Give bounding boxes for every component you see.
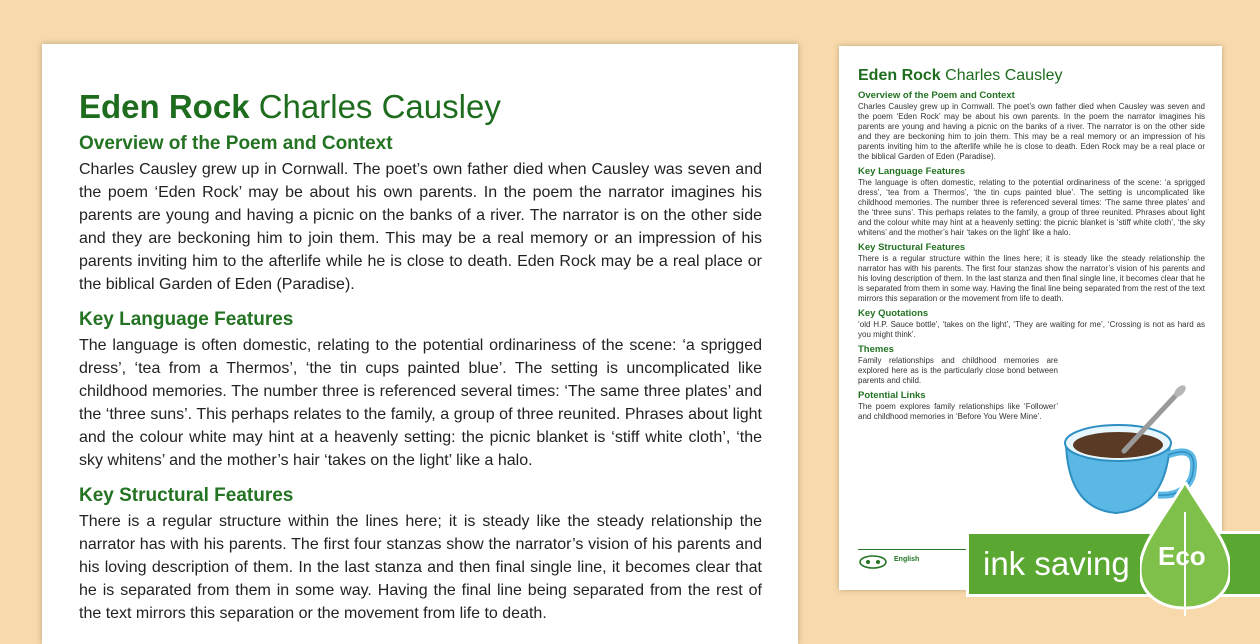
preview-structural-body: There is a regular structure within the lines here; it is steady like the steady relationship the narrator has with his parents. The first four stanzas show the narrator’s vision of his parents and his loving description of them. In the last stanza and then final single line, it becomes clear that he is separated from them in some way. Having the final line being separated from the rest of the text mirrors this separation or the movement from life to death.: [858, 254, 1205, 303]
language-body: The language is often domestic, relating to the potential ordinariness of the scene: ‘a sprigged dress’, ‘tea from a Thermos’, ‘the tin cups painted blue’. The setting is uncomplicated like childhood memories. The number three is referenced several times: ‘The same three plates’ and the ‘three suns’. This perhaps relates to the family, a group of three reunited. Phrases about light and the colour white may hint at a heavenly setting: the picnic blanket is ‘stiff white cloth’, ‘the sky whitens’ and the mother’s hair ‘takes on the light’ like a halo.: [79, 337, 762, 469]
main-worksheet-page: [42, 44, 798, 644]
preview-overview-body: Charles Causley grew up in Cornwall. The poet’s own father died when Causley was seven and the poem ‘Eden Rock’ may be about his own parents. In the poem the narrator imagines his parents are young and having a picnic on the banks of a river. The narrator is on the other side and they are beckoning him to join them. This may be a real memory or an impression of his parents inviting him to the afterlife while he is close to death. Eden Rock may be a real place or the biblical Garden of Eden (Paradise).: [858, 102, 1205, 161]
preview-links-body: The poem explores family relationships like ‘Follower’ and childhood memories in ‘Before You Were Mine’.: [858, 402, 1058, 421]
preview-title: [858, 66, 1205, 86]
structural-section: [79, 484, 762, 625]
overview-section: [79, 132, 762, 296]
language-heading: Key Language Features: [79, 309, 294, 330]
title-poet-name: Charles Causley: [249, 88, 501, 125]
structural-heading: Key Structural Features: [79, 485, 294, 506]
preview-links-heading: Potential Links: [858, 390, 926, 401]
page-title: [79, 88, 762, 126]
preview-content: [858, 66, 1205, 422]
preview-quotations-body: ‘old H.P. Sauce bottle’, ‘takes on the light’, ‘They are waiting for me’, ‘Crossing is not as hard as you might think’.: [858, 320, 1205, 339]
overview-heading: Overview of the Poem and Context: [79, 133, 393, 154]
preview-themes-body: Family relationships and childhood memories are explored here as is the particularly close bond between parents and child.: [858, 356, 1058, 385]
overview-body: Charles Causley grew up in Cornwall. The poet’s own father died when Causley was seven and the poem ‘Eden Rock’ may be about his own parents. In the poem the narrator imagines his parents are young and having a picnic on the banks of a river. The narrator is on the other side and they are beckoning him to join them. This may be a real memory or an impression of his parents inviting him to the afterlife while he is close to death. Eden Rock may be a real place or the biblical Garden of Eden (Paradise).: [79, 161, 762, 293]
title-poem-name: Eden Rock: [79, 88, 250, 125]
brand-logo-icon: [858, 554, 888, 570]
preview-language-body: The language is often domestic, relating to the potential ordinariness of the scene: ‘a sprigged dress’, ‘tea from a Thermos’, ‘the tin cups painted blue’. The setting is uncomplicated like childhood memories. The number three is referenced several times: ‘The same three plates’ and the ‘three suns’. This perhaps relates to the family, a group of three reunited. Phrases about light and the colour white may hint at a heavenly setting: the picnic blanket is ‘stiff white cloth’, ‘the sky whitens’ and the mother’s hair ‘takes on the light’ like a halo.: [858, 178, 1205, 237]
preview-title-poet: Charles Causley: [940, 67, 1063, 84]
preview-title-poem: Eden Rock: [858, 67, 941, 84]
structural-body: There is a regular structure within the lines here; it is steady like the steady relationship the narrator has with his parents. The first four stanzas show the narrator’s vision of his parents and his loving description of them. In the last stanza and then final single line, it becomes clear that he is separated from them in some way. Having the final line being separated from the rest of the text mirrors this separation or the movement from life to death.: [79, 513, 762, 622]
preview-quotations-heading: Key Quotations: [858, 308, 929, 319]
eco-label: Eco: [1158, 541, 1206, 571]
preview-themes-heading: Themes: [858, 344, 894, 355]
main-page-content: [79, 88, 762, 625]
language-section: [79, 308, 762, 472]
preview-overview-heading: Overview of the Poem and Context: [858, 90, 1015, 101]
preview-structural-heading: Key Structural Features: [858, 242, 966, 253]
ink-saving-label: ink saving: [983, 545, 1130, 582]
preview-language-heading: Key Language Features: [858, 166, 966, 177]
footer-subject-label: English: [894, 556, 920, 563]
